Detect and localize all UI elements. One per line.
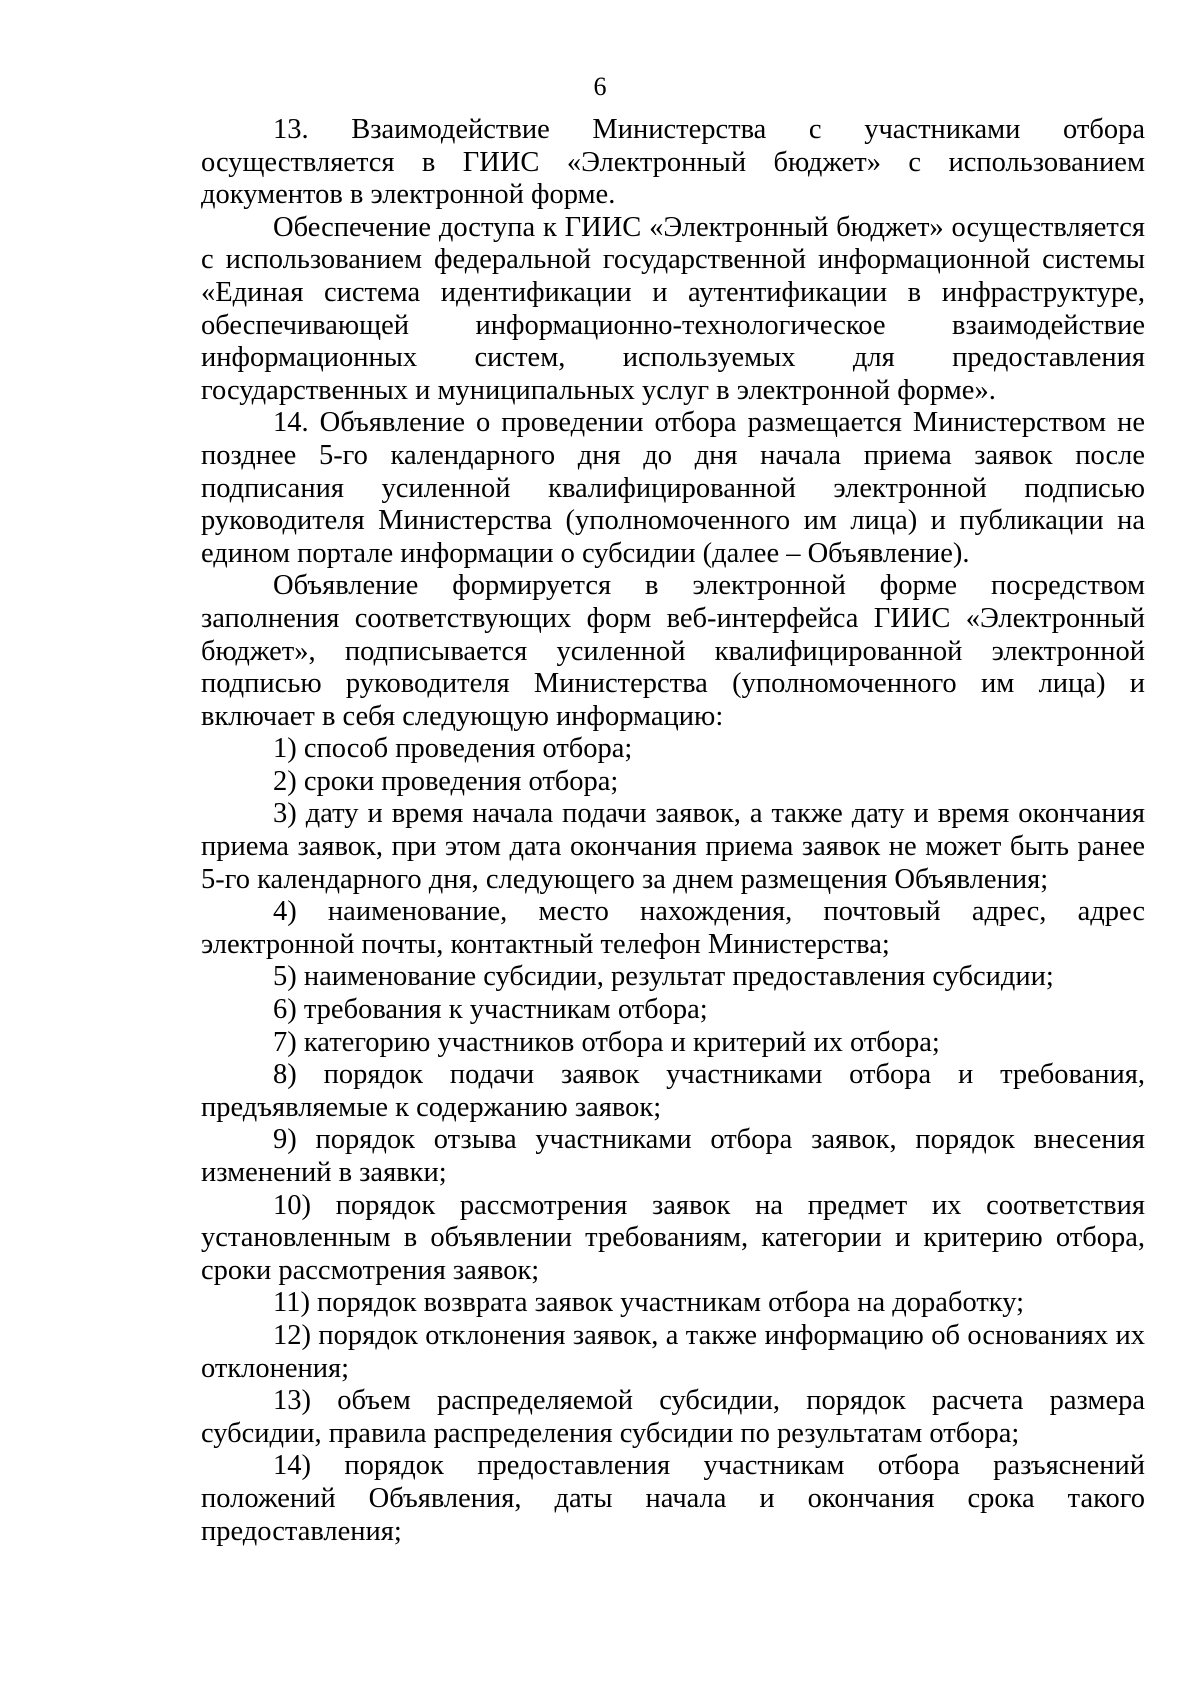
list-item: 6) требования к участникам отбора; [273,994,708,1026]
list-item: 10) порядок рассмотрения заявок на предмет их соответствия установленным в объявлении требованиям, категории и критерию отбора, сроки рассмотрения заявок; [201,1189,1145,1286]
list-item: 2) сроки проведения отбора; [273,765,619,797]
paragraph-13-access: Обеспечение доступа к ГИИС «Электронный бюджет» осуществляется с использованием федеральной государственной информационной системы «Единая система идентификации и аутентификации в инфраструктуре, обеспечивающей информационно-технологическое взаимодействие информационных систем, используемых для предоставления государственных и муниципальных услуг в электронной форме». [201,211,1145,406]
list-item: 8) порядок подачи заявок участниками отбора и требования, предъявляемые к содержанию заявок; [201,1059,1145,1123]
list-item: 4) наименование, место нахождения, почтовый адрес, адрес электронной почты, контактный телефон Министерства; [201,896,1145,960]
list-item: 7) категорию участников отбора и критерий их отбора; [273,1026,940,1058]
list-item: 11) порядок возврата заявок участникам отбора на доработку; [273,1287,1025,1319]
list-item: 13) объем распределяемой субсидии, порядок расчета размера субсидии, правила распределения субсидии по результатам отбора; [201,1385,1145,1449]
paragraph-14-contents-intro: Объявление формируется в электронной форме посредством заполнения соответствующих форм веб-интерфейса ГИИС «Электронный бюджет», подписывается усиленной квалифицированной электронной подписью руководителя Министерства (уполномоченного им лица) и включает в себя следующую информацию: [201,570,1145,732]
page-number: 6 [593,72,607,101]
list-item: 9) порядок отзыва участниками отбора заявок, порядок внесения изменений в заявки; [201,1124,1145,1188]
paragraph-14-announcement: 14. Объявление о проведении отбора размещается Министерством не позднее 5-го календарного дня до дня начала приема заявок после подписания усиленной квалифицированной электронной подписью руководителя Министерства (уполномоченного им лица) и публикации на едином портале информации о субсидии (далее – Объявление). [201,407,1145,569]
document-body [201,114,1145,1548]
paragraph-13-interaction: 13. Взаимодействие Министерства с участниками отбора осуществляется в ГИИС «Электронный бюджет» с использованием документов в электронной форме. [201,114,1145,211]
announcement-contents-list [201,733,1145,1548]
list-item: 14) порядок предоставления участникам отбора разъяснений положений Объявления, даты начала и окончания срока такого предоставления; [201,1450,1145,1547]
list-item: 5) наименование субсидии, результат предоставления субсидии; [273,961,1054,993]
list-item: 1) способ проведения отбора; [273,733,633,765]
list-item: 12) порядок отклонения заявок, а также информацию об основаниях их отклонения; [201,1319,1145,1384]
list-item: 3) дату и время начала подачи заявок, а также дату и время окончания приема заявок, при этом дата окончания приема заявок не может быть ранее 5-го календарного дня, следующего за днем размещения Объявления; [201,798,1145,895]
